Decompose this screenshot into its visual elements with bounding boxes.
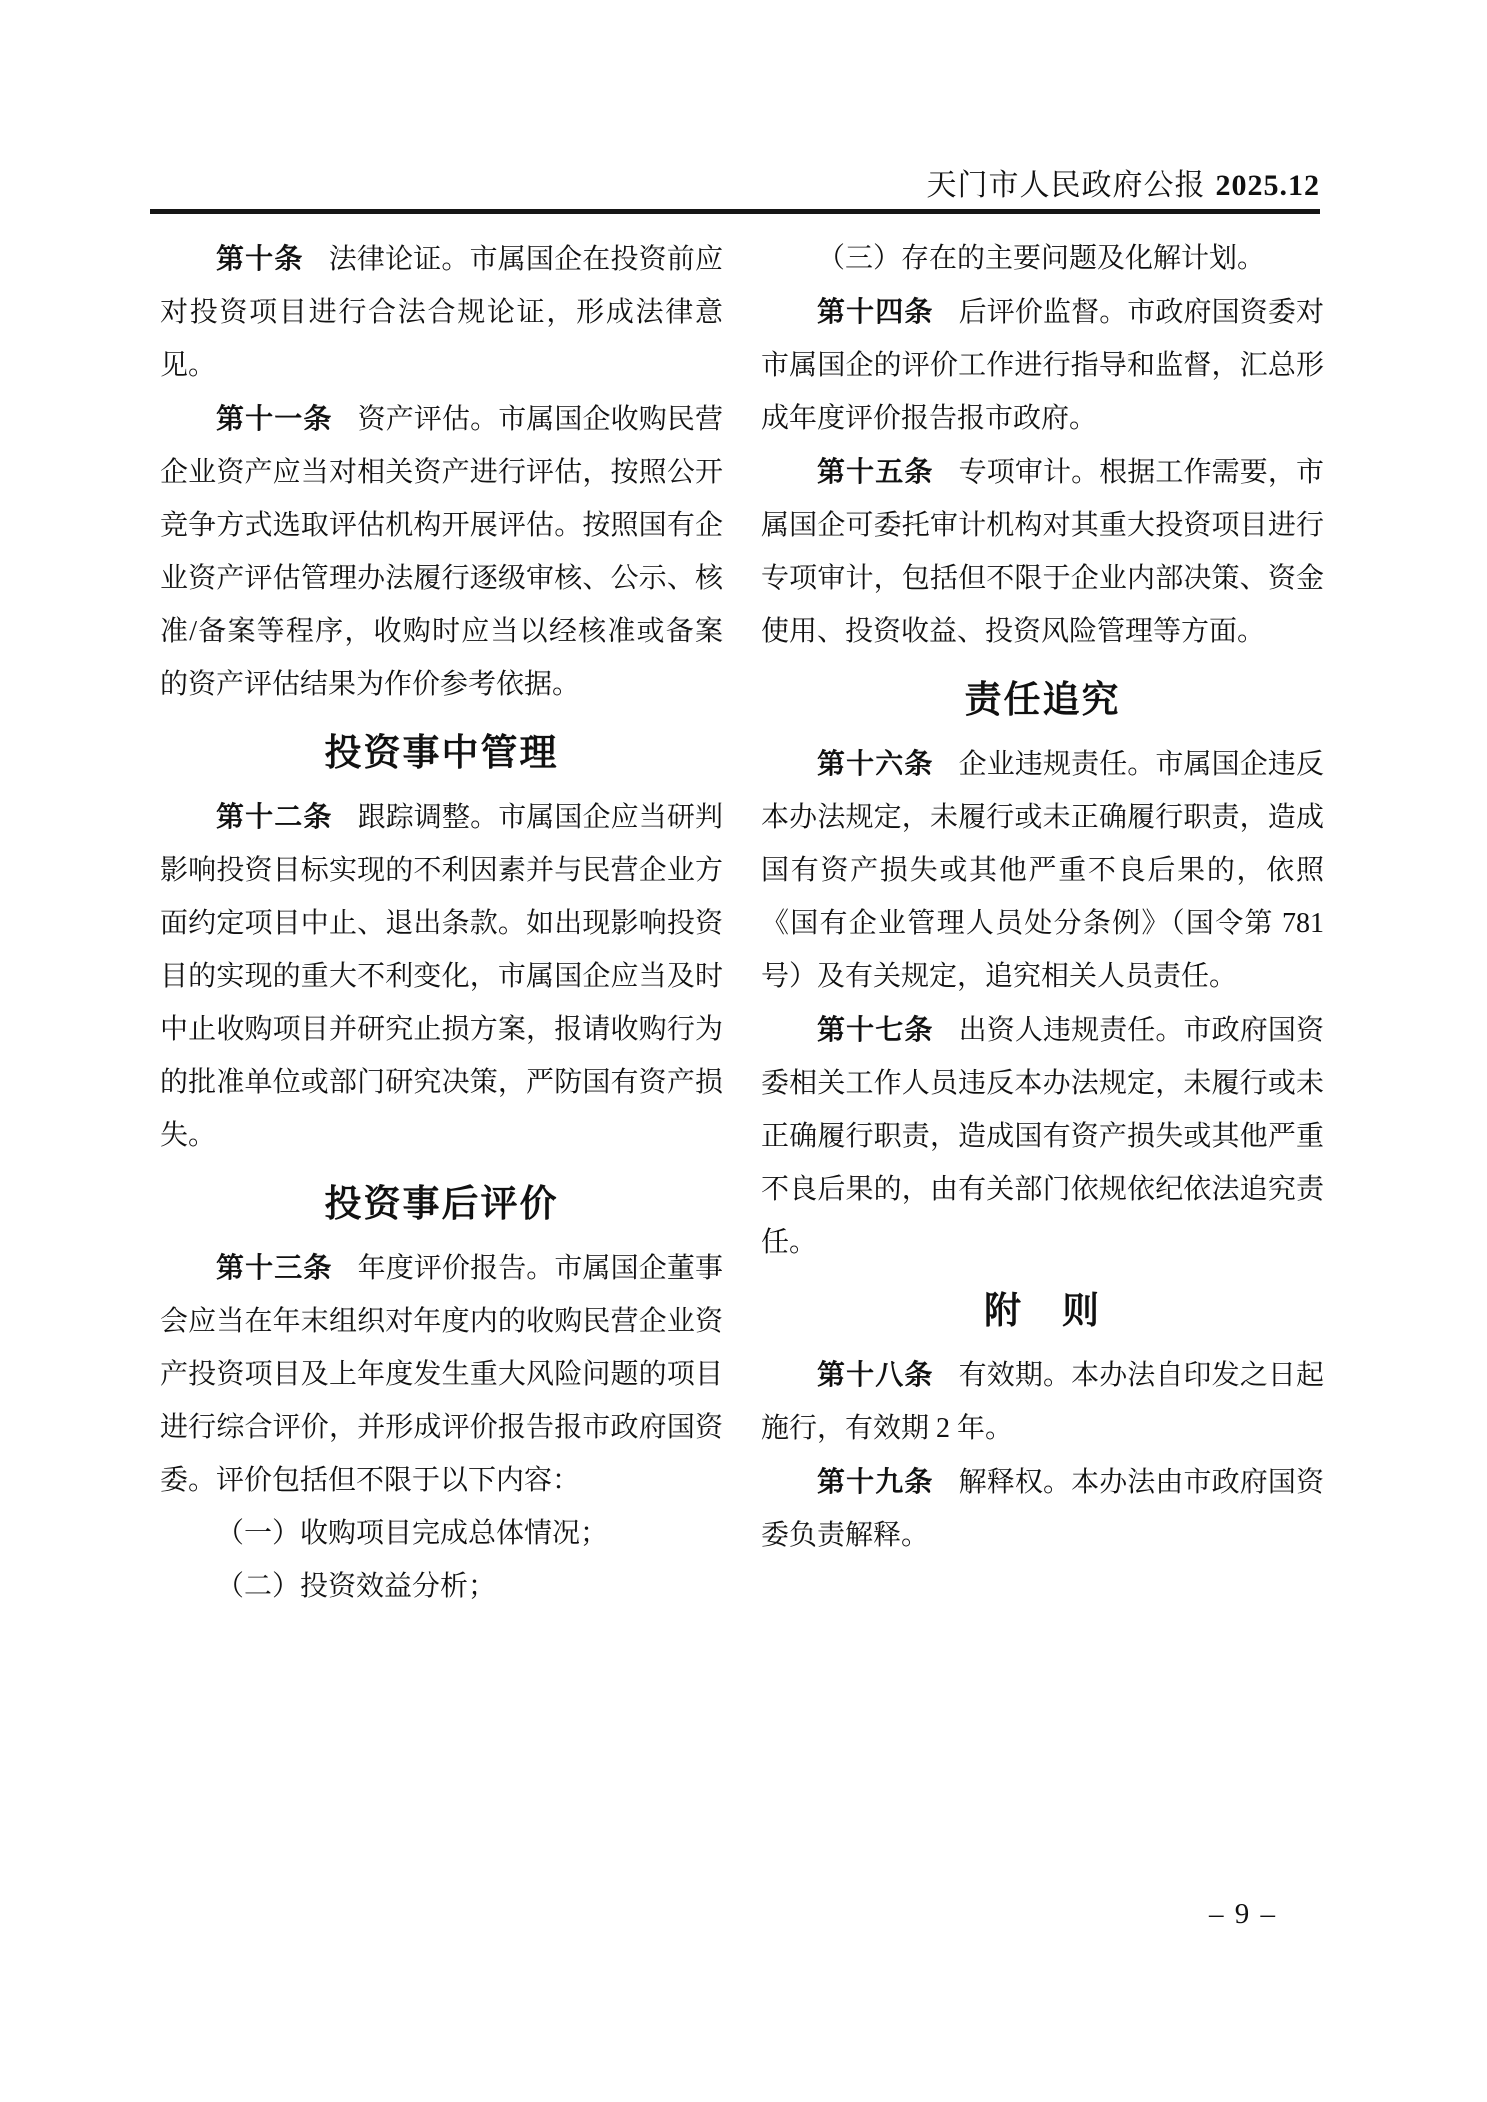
article-number: 第十九条	[817, 1466, 934, 1497]
paragraph-text: 后评价监督。市政府国资委对市属国企的评价工作进行指导和监督，汇总形成年度评价报告报市政府。	[761, 297, 1324, 434]
page-header	[150, 160, 1320, 204]
section-heading: 投资事后评价	[324, 1183, 559, 1224]
list-item	[761, 232, 1324, 285]
paragraph-text: 年度评价报告。市属国企董事会应当在年末组织对年度内的收购民营企业资产投资项目及上年度发生重大风险问题的项目进行综合评价，并形成评价报告报市政府国资委。评价包括但不限于以下内容：	[160, 1253, 723, 1496]
article-number: 第十二条	[216, 801, 333, 832]
paragraph-text: （二）投资效益分析；	[216, 1571, 497, 1602]
paragraph-text: 有效期。本办法自印发之日起施行，有效期 2 年。	[761, 1360, 1324, 1444]
column-right	[761, 232, 1324, 1613]
article-paragraph	[761, 1348, 1324, 1455]
header-rule	[150, 209, 1320, 214]
article-number: 第十六条	[817, 748, 934, 779]
paragraph-text: 跟踪调整。市属国企应当研判影响投资目标实现的不利因素并与民营企业方面约定项目中止、退出条款。如出现影响投资目的实现的重大不利变化，市属国企应当及时中止收购项目并研究止损方案，报请收购行为的批准单位或部门研究决策，严防国有资产损失。	[160, 802, 723, 1151]
paragraph-text: 解释权。本办法由市政府国资委负责解释。	[761, 1467, 1324, 1551]
article-paragraph	[761, 285, 1324, 445]
gazette-issue: 2025.12	[1215, 169, 1320, 202]
article-paragraph	[761, 1003, 1324, 1269]
article-number: 第十七条	[817, 1014, 934, 1045]
paragraph-text: 专项审计。根据工作需要，市属国企可委托审计机构对其重大投资项目进行专项审计，包括但不限于企业内部决策、资金使用、投资收益、投资风险管理等方面。	[761, 457, 1324, 647]
gazette-title: 天门市人民政府公报	[926, 169, 1206, 202]
page-number: – 9 –	[1209, 1898, 1277, 1930]
column-left	[160, 232, 723, 1613]
article-paragraph	[160, 1241, 723, 1507]
article-paragraph	[160, 232, 723, 392]
article-paragraph	[761, 737, 1324, 1003]
section-heading: 投资事中管理	[324, 732, 559, 773]
article-number: 第十四条	[817, 296, 934, 327]
article-number: 第十八条	[817, 1359, 934, 1390]
section-heading: 责任追究	[964, 679, 1121, 720]
paragraph-text: 企业违规责任。市属国企违反本办法规定，未履行或未正确履行职责，造成国有资产损失或其他严重不良后果的，依照《国有企业管理人员处分条例》（国令第 781 号）及有关规定，追究相关人员责任。	[761, 749, 1324, 992]
paragraph-text: （一）收购项目完成总体情况；	[216, 1518, 609, 1549]
document-body	[160, 232, 1324, 1613]
article-number: 第十三条	[216, 1252, 333, 1283]
list-item	[160, 1560, 723, 1613]
article-paragraph	[160, 392, 723, 711]
article-paragraph	[761, 445, 1324, 658]
article-number: 第十一条	[216, 403, 333, 434]
article-paragraph	[160, 790, 723, 1162]
article-number: 第十五条	[817, 456, 934, 487]
section-heading: 附 则	[984, 1290, 1101, 1331]
paragraph-text: 法律论证。市属国企在投资前应对投资项目进行合法合规论证，形成法律意见。	[160, 244, 723, 381]
article-paragraph	[761, 1455, 1324, 1562]
paragraph-text: （三）存在的主要问题及化解计划。	[817, 243, 1266, 274]
paragraph-text: 资产评估。市属国企收购民营企业资产应当对相关资产进行评估，按照公开竞争方式选取评估机构开展评估。按照国有企业资产评估管理办法履行逐级审核、公示、核准/备案等程序，收购时应当以经核准或备案的资产评估结果为作价参考依据。	[160, 404, 723, 700]
list-item	[160, 1507, 723, 1560]
article-number: 第十条	[216, 243, 304, 274]
paragraph-text: 出资人违规责任。市政府国资委相关工作人员违反本办法规定，未履行或未正确履行职责，造成国有资产损失或其他严重不良后果的，由有关部门依规依纪依法追究责任。	[761, 1015, 1324, 1258]
